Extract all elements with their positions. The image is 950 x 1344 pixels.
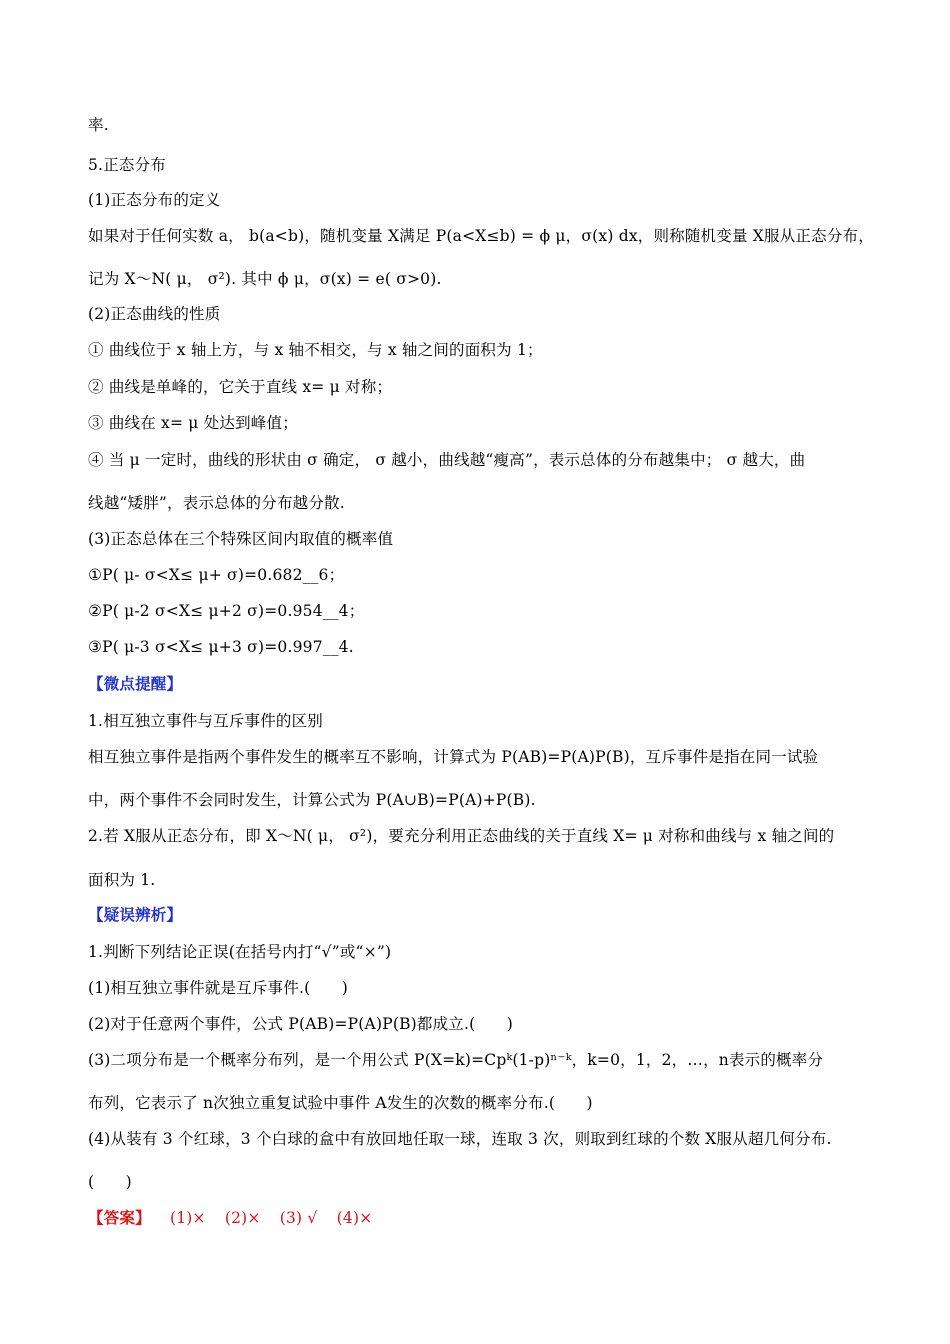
text-line: ③P( μ-3 σ<X≤ μ+3 σ)=0.997__4. [88, 638, 354, 656]
text-line: ②P( μ-2 σ<X≤ μ+2 σ)=0.954__4； [88, 602, 365, 620]
subsection-heading: (3)正态总体在三个特殊区间内取值的概率值 [88, 530, 394, 548]
question-line: (2)对于任意两个事件，公式 P(AB)=P(A)P(B)都成立.( ) [88, 1015, 514, 1033]
question-line: (4)从装有 3 个红球，3 个白球的盒中有放回地任取一球，连取 3 次，则取到红球的个数 X服从超几何分布. [88, 1130, 832, 1148]
text-line: 面积为 1. [88, 871, 156, 889]
text-line: 率. [88, 116, 109, 134]
text-line: 相互独立事件是指两个事件发生的概率互不影响，计算式为 P(AB)=P(A)P(B)，互斥事件是指在同一试验 [88, 748, 819, 766]
answer-item: (4)× [336, 1209, 373, 1227]
text-line: 2.若 X服从正态分布，即 X～N( μ， σ²)，要充分利用正态曲线的关于直线 X= μ 对称和曲线与 x 轴之间的 [88, 827, 835, 845]
text-line: ① 曲线位于 x 轴上方，与 x 轴不相交，与 x 轴之间的面积为 1； [88, 341, 543, 359]
tip-heading: 【微点提醒】 [88, 674, 183, 693]
subsection-heading: (1)正态分布的定义 [88, 191, 221, 209]
answer-tag: 【答案】 [88, 1208, 151, 1227]
text-line: 1.判断下列结论正误(在括号内打“√”或“×”) [88, 943, 392, 961]
text-line: ② 曲线是单峰的，它关于直线 x= μ 对称； [88, 378, 393, 396]
text-line: 中，两个事件不会同时发生，计算公式为 P(A∪B)=P(A)+P(B). [88, 791, 536, 809]
subsection-heading: (2)正态曲线的性质 [88, 305, 221, 323]
text-line: 如果对于任何实数 a， b(a<b)，随机变量 X满足 P(a<X≤b) = ϕ μ，σ(x) dx，则称随机变量 X服从正态分布， [88, 227, 874, 245]
text-line: 线越“矮胖”，表示总体的分布越分散. [88, 494, 345, 512]
error-analysis-heading: 【疑误辨析】 [88, 905, 183, 924]
text-line: ③ 曲线在 x= μ 处达到峰值； [88, 414, 298, 432]
answer-line [88, 1207, 878, 1229]
question-line: ( ) [88, 1173, 132, 1191]
question-line: (1)相互独立事件就是互斥事件.( ) [88, 979, 348, 997]
answer-item: (1)× [169, 1209, 206, 1227]
question-line: 布列，它表示了 n次独立重复试验中事件 A发生的次数的概率分布.( ) [88, 1094, 593, 1112]
question-line: (3)二项分布是一个概率分布列，是一个用公式 P(X=k)=Cpᵏ(1-p)ⁿ⁻ᵏ，k=0，1，2，…，n表示的概率分 [88, 1051, 824, 1069]
text-line: ④ 当 μ 一定时，曲线的形状由 σ 确定， σ 越小，曲线越“瘦高”，表示总体的分布越集中； σ 越大，曲 [88, 451, 806, 469]
text-line: 记为 X～N( μ， σ²). 其中 ϕ μ，σ(x) = e( σ>0). [88, 270, 442, 288]
section-heading: 5.正态分布 [88, 156, 166, 174]
answer-item: (2)× [224, 1209, 261, 1227]
text-line: ①P( μ- σ<X≤ μ+ σ)=0.682__6； [88, 566, 345, 584]
answer-item: (3) √ [279, 1209, 318, 1227]
text-line: 1.相互独立事件与互斥事件的区别 [88, 712, 323, 730]
